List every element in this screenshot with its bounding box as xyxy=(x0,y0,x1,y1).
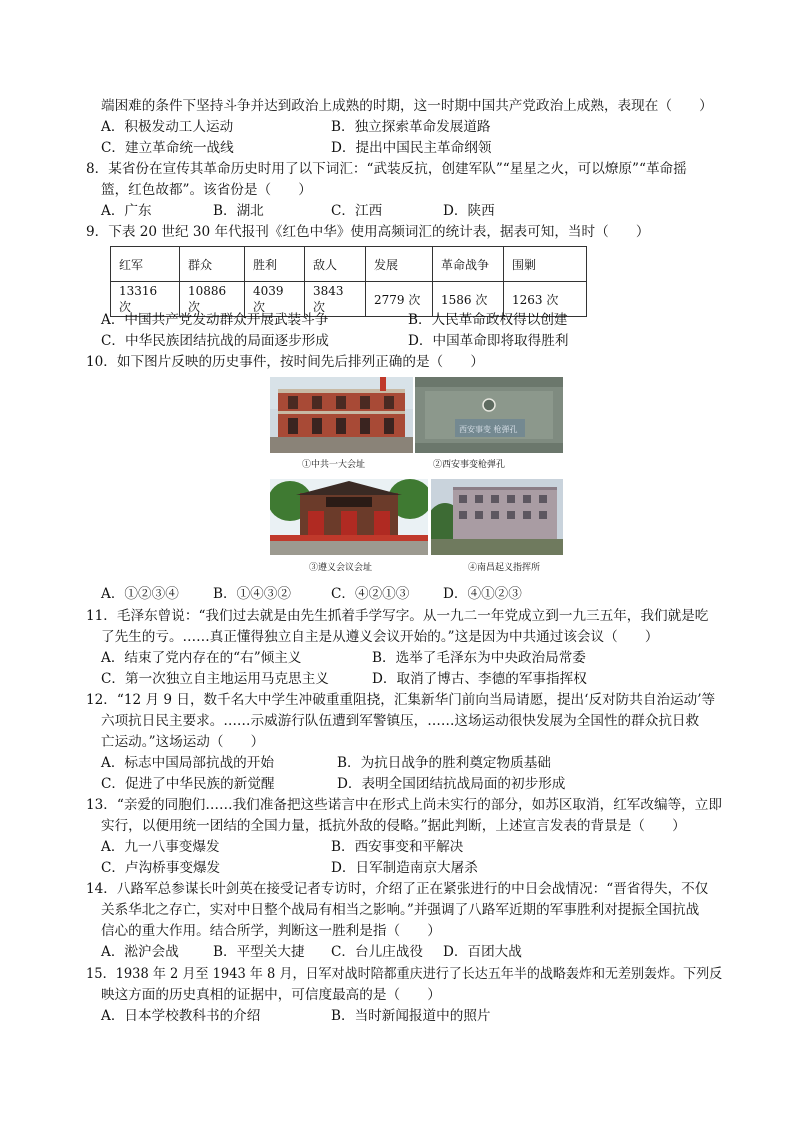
q9-option-a[interactable]: A．中国共产党发动群众开展武装斗争 xyxy=(101,312,329,328)
table-cell: 4039 次 xyxy=(245,282,305,317)
table-cell: 1263 次 xyxy=(504,282,587,317)
q8-option-b[interactable]: B．湖北 xyxy=(213,203,264,219)
table-cell: 3843 次 xyxy=(305,282,366,317)
q12-stem-line1: 12．“12 月 9 日，数千名大中学生冲破重重阻挠，汇集新华门前向当局请愿，提出‘反对防共自治运动’等 xyxy=(86,692,716,708)
table-cell: 13316 次 xyxy=(111,282,180,317)
q15-stem-line1: 15．1938 年 2 月至 1943 年 8 月，日军对战时陪都重庆进行了长达五年半的战略轰炸和无差别轰炸。下列反 xyxy=(86,966,723,982)
q9-option-c[interactable]: C．中华民族团结抗战的局面逐步形成 xyxy=(101,333,329,349)
q14-stem-line1: 14．八路军总参谋长叶剑英在接受记者专访时，介绍了正在紧张进行的中日会战情况：“晋省得失，不仅 xyxy=(86,881,709,897)
photo-caption-3: ③遵义会议会址 xyxy=(309,563,373,573)
q10-option-d[interactable]: D．④①②③ xyxy=(443,586,522,602)
table-header-cell: 胜利 xyxy=(245,247,305,282)
q8-option-c[interactable]: C．江西 xyxy=(331,203,383,219)
table-header-cell: 革命战争 xyxy=(433,247,504,282)
q11-option-c[interactable]: C．第一次独立自主地运用马克思主义 xyxy=(101,671,329,687)
q15-option-a[interactable]: A．日本学校教科书的介绍 xyxy=(101,1008,261,1024)
photo-caption-4: ④南昌起义指挥所 xyxy=(468,563,541,573)
cpc-first-congress-site-photo xyxy=(270,377,413,453)
q13-option-d[interactable]: D．日军制造南京大屠杀 xyxy=(331,860,478,876)
q14-option-a[interactable]: A．淞沪会战 xyxy=(101,944,179,960)
q12-option-d[interactable]: D．表明全国团结抗战局面的初步形成 xyxy=(337,776,566,792)
q12-option-b[interactable]: B．为抗日战争的胜利奠定物质基础 xyxy=(337,755,551,771)
q7-option-c[interactable]: C．建立革命统一战线 xyxy=(101,140,234,156)
table-header-cell: 围剿 xyxy=(504,247,587,282)
q7-option-d[interactable]: D．提出中国民主革命纲领 xyxy=(331,140,492,156)
q11-stem-line2: 了先生的亏。……真正懂得独立自主是从遵义会议开始的。”这是因为中共通过该会议（ ） xyxy=(101,629,659,645)
q13-stem-line1: 13．“亲爱的同胞们……我们准备把这些诺言中在形式上尚未实行的部分，如苏区取消，红军改编等，立即 xyxy=(86,797,722,813)
q8-stem-line1: 8．某省份在宣传其革命历史时用了以下词汇：“武装反抗，创建军队”“星星之火，可以燎原”“革命摇 xyxy=(86,161,687,177)
q7-option-a[interactable]: A．积极发动工人运动 xyxy=(101,119,234,135)
xian-incident-bullet-hole-photo xyxy=(415,377,563,453)
q13-stem-line2: 实行，以便用统一团结的全国力量，抵抗外敌的侵略。”据此判断，上述宣言发表的背景是（ ） xyxy=(101,818,686,834)
q13-option-a[interactable]: A．九一八事变爆发 xyxy=(101,839,220,855)
table-header-cell: 敌人 xyxy=(305,247,366,282)
q14-stem-line3: 信心的重大作用。结合所学，判断这一胜利是指（ ） xyxy=(101,923,441,939)
q13-option-b[interactable]: B．西安事变和平解决 xyxy=(331,839,464,855)
q9-stem: 9．下表 20 世纪 30 年代报刊《红色中华》使用高频词汇的统计表，据表可知，当时（ ） xyxy=(86,224,650,240)
q11-option-a[interactable]: A．结束了党内存在的“右”倾主义 xyxy=(101,650,302,666)
q14-option-c[interactable]: C．台儿庄战役 xyxy=(331,944,423,960)
bullet-hole-plaque-text: 西安事变 枪弹孔 xyxy=(459,425,518,434)
q10-option-c[interactable]: C．④②①③ xyxy=(331,586,410,602)
q11-option-b[interactable]: B．选举了毛泽东为中央政治局常委 xyxy=(372,650,586,666)
q12-option-c[interactable]: C．促进了中华民族的新觉醒 xyxy=(101,776,275,792)
photo-caption-1: ①中共一大会址 xyxy=(302,460,366,470)
q7-stem-continued: 端困难的条件下坚持斗争并达到政治上成熟的时期，这一时期中国共产党政治上成熟，表现在（ ） xyxy=(101,98,713,114)
q12-stem-line2: 六项抗日民主要求。……示威游行队伍遭到军警镇压，……这场运动很快发展为全国性的群众抗日救 xyxy=(101,713,700,729)
q7-option-b[interactable]: B．独立探索革命发展道路 xyxy=(331,119,491,135)
q11-stem-line1: 11．毛泽东曾说：“我们过去就是由先生抓着手学写字。从一九二一年党成立到一九三五年，我们就是吃 xyxy=(86,608,709,624)
q12-option-a[interactable]: A．标志中国局部抗战的开始 xyxy=(101,755,274,771)
table-header-row xyxy=(111,247,587,282)
q9-option-d[interactable]: D．中国革命即将取得胜利 xyxy=(408,333,569,349)
q8-option-d[interactable]: D．陕西 xyxy=(443,203,495,219)
q15-option-b[interactable]: B．当时新闻报道中的照片 xyxy=(331,1008,491,1024)
q8-stem-line2: 篮，红色故都”。该省份是（ ） xyxy=(101,182,312,198)
q11-option-d[interactable]: D．取消了博古、李德的军事指挥权 xyxy=(372,671,587,687)
q15-stem-line2: 映这方面的历史真相的证据中，可信度最高的是（ ） xyxy=(101,987,441,1003)
q10-stem: 10．如下图片反映的历史事件，按时间先后排列正确的是（ ） xyxy=(86,354,484,370)
q13-option-c[interactable]: C．卢沟桥事变爆发 xyxy=(101,860,221,876)
table-cell: 1586 次 xyxy=(433,282,504,317)
q14-stem-line2: 关系华北之存亡，实对中日整个战局有相当之影响。”并强调了八路军近期的军事胜利对提振全国抗战 xyxy=(101,902,700,918)
table-header-cell: 群众 xyxy=(180,247,245,282)
nanchang-uprising-hq-photo xyxy=(431,479,563,555)
table-cell: 2779 次 xyxy=(366,282,433,317)
table-cell: 10886 次 xyxy=(180,282,245,317)
q14-option-b[interactable]: B．平型关大捷 xyxy=(213,944,305,960)
table-header-cell: 发展 xyxy=(366,247,433,282)
zunyi-conference-site-photo xyxy=(270,479,428,555)
table-header-cell: 红军 xyxy=(111,247,180,282)
word-frequency-table xyxy=(110,246,587,317)
q12-stem-line3: 亡运动。”这场运动（ ） xyxy=(101,734,265,750)
q10-option-b[interactable]: B．①④③② xyxy=(213,586,291,602)
q10-option-a[interactable]: A．①②③④ xyxy=(101,586,179,602)
q9-option-b[interactable]: B．人民革命政权得以创建 xyxy=(408,312,568,328)
photo-caption-2: ②西安事变枪弹孔 xyxy=(433,460,506,470)
q8-option-a[interactable]: A．广东 xyxy=(101,203,152,219)
q14-option-d[interactable]: D．百团大战 xyxy=(443,944,522,960)
